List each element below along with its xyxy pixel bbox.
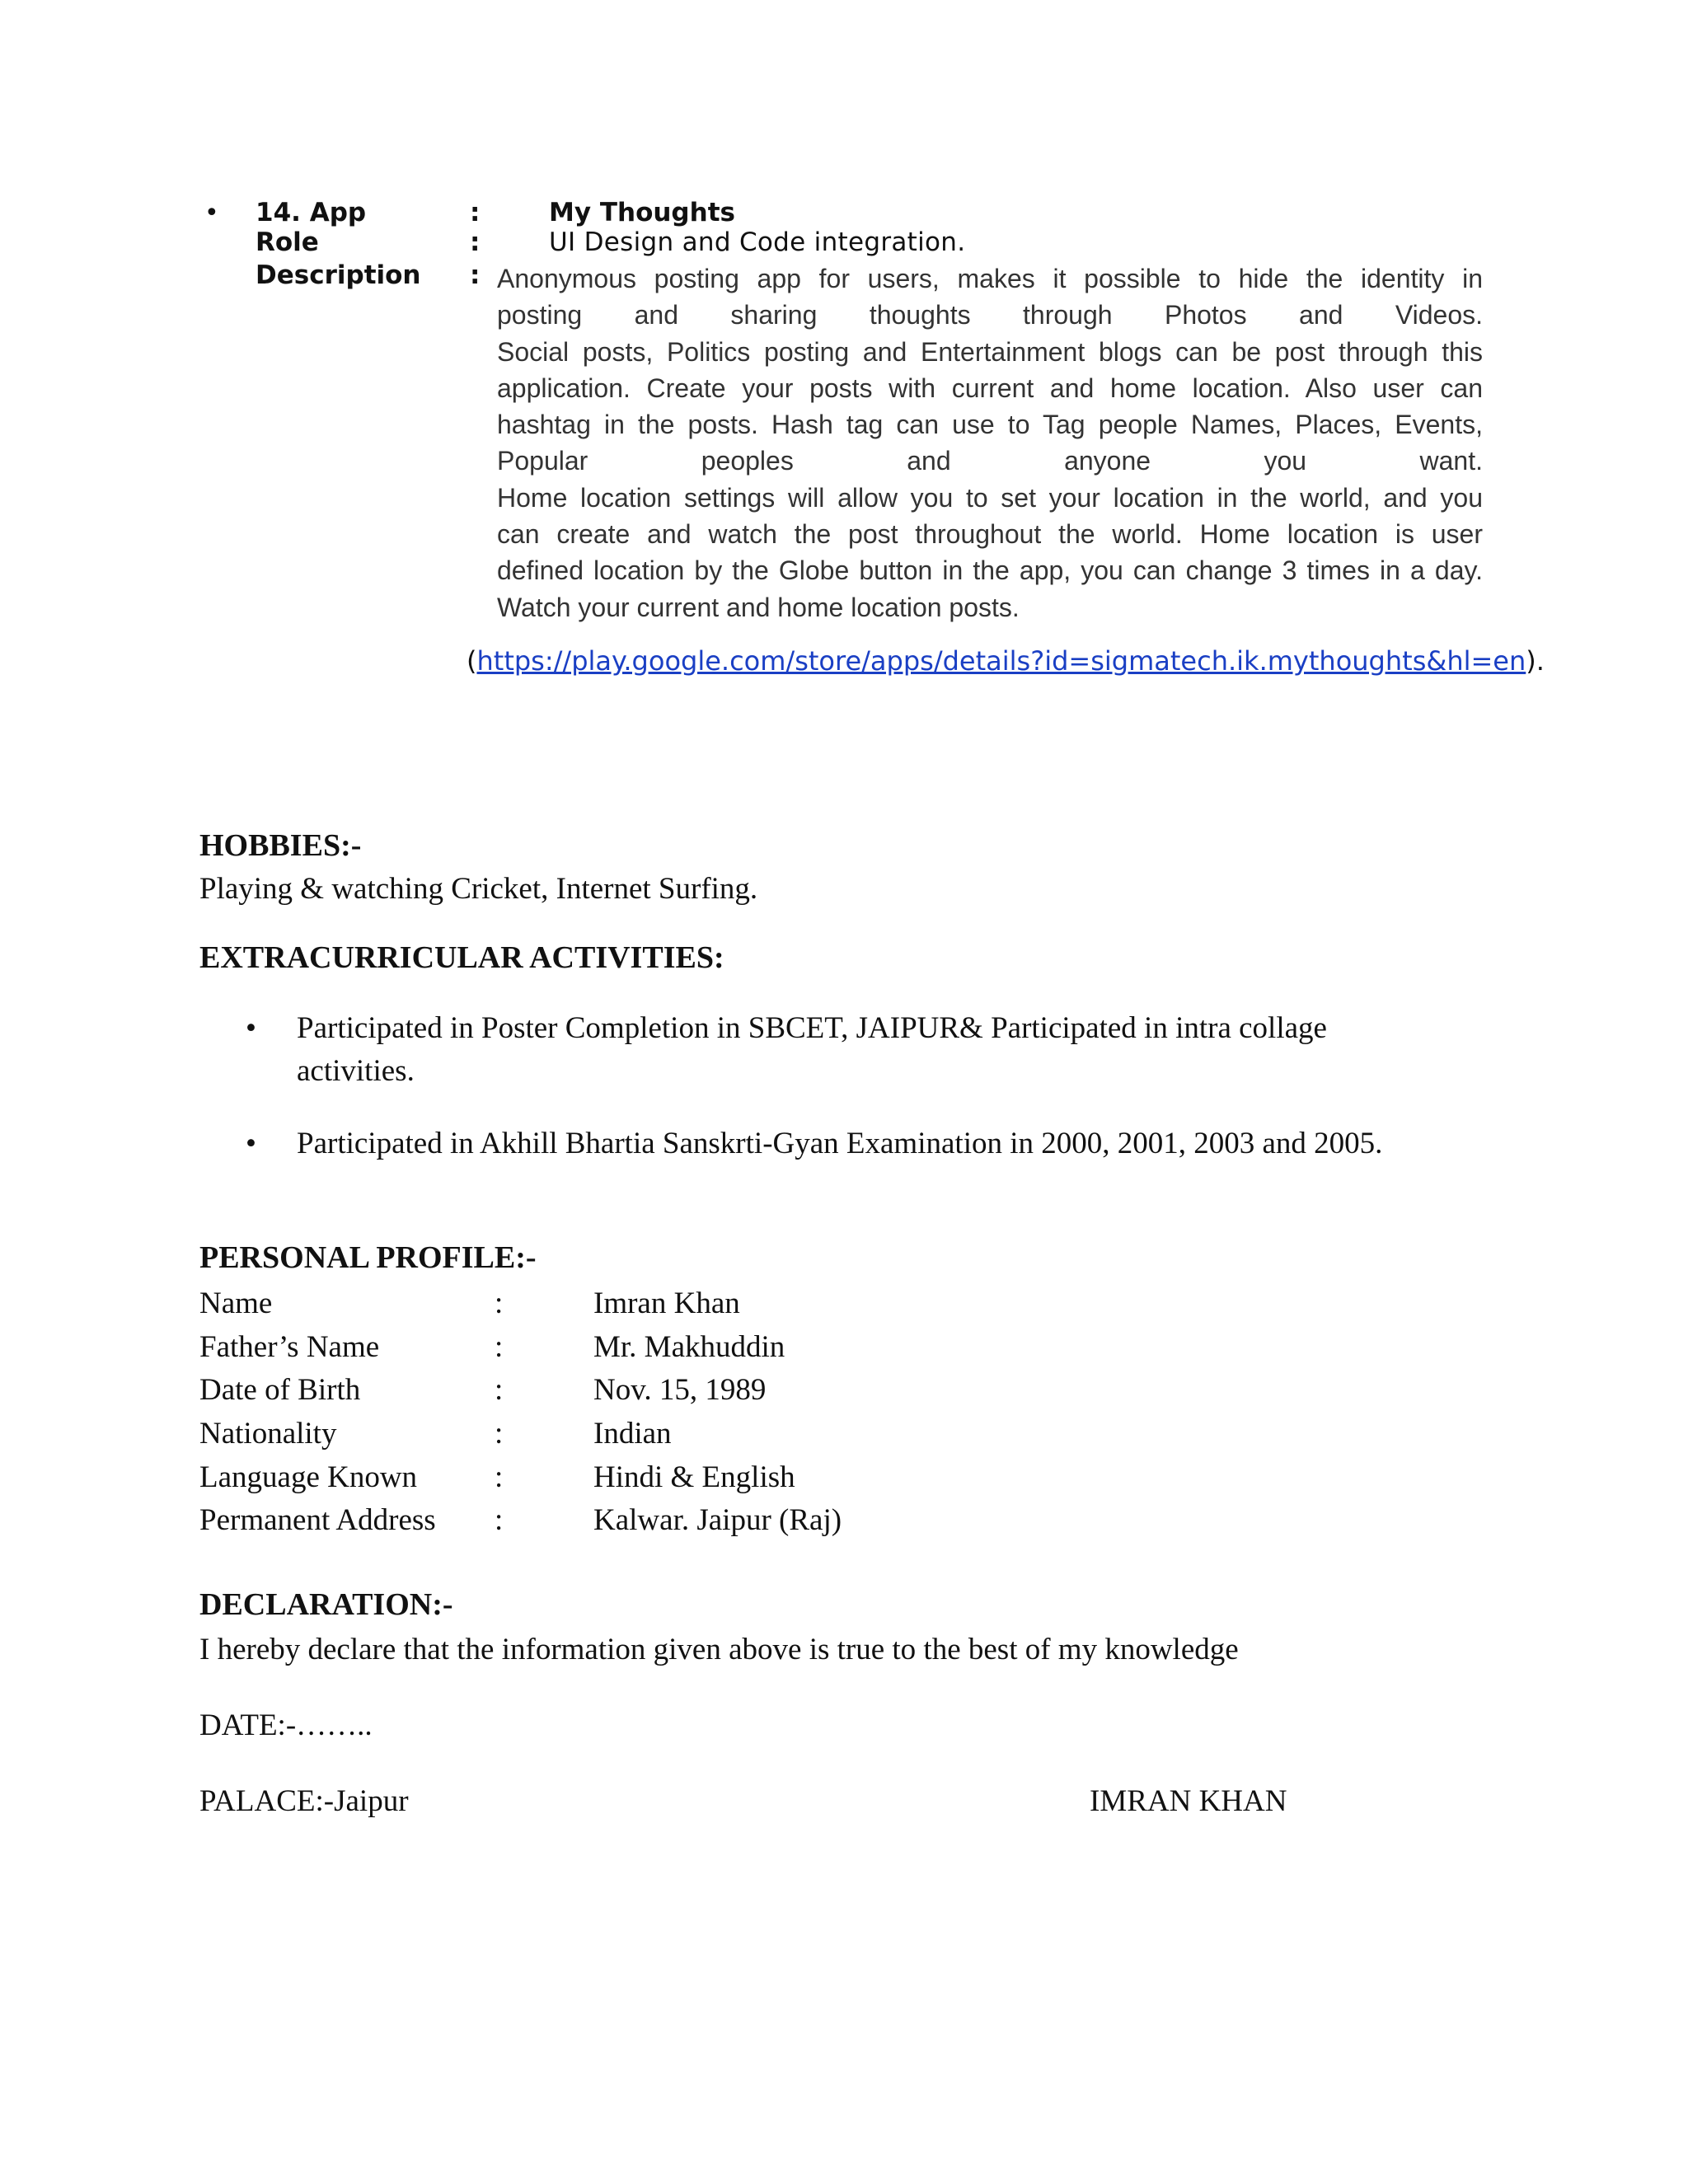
profile-label: Nationality xyxy=(199,1417,337,1451)
profile-value: Mr. Makhuddin xyxy=(593,1330,785,1364)
profile-value: Imran Khan xyxy=(593,1286,740,1320)
profile-row-language xyxy=(199,1456,1024,1499)
profile-label: Father’s Name xyxy=(199,1330,380,1364)
profile-colon: : xyxy=(495,1503,504,1537)
profile-colon: : xyxy=(495,1330,504,1364)
personal-profile-heading: PERSONAL PROFILE:- xyxy=(199,1240,537,1275)
description-line: hashtag in the posts. Hash tag can use to Tag people Names, Places, Events, xyxy=(497,410,1483,440)
hobbies-heading: HOBBIES:- xyxy=(199,828,362,863)
profile-colon: : xyxy=(495,1373,504,1407)
profile-value: Hindi & English xyxy=(593,1460,795,1494)
app-colon: : xyxy=(470,198,481,227)
link-open-paren: ( xyxy=(467,645,477,677)
description-colon: : xyxy=(470,260,481,290)
role-colon: : xyxy=(470,227,481,257)
profile-value: Nov. 15, 1989 xyxy=(593,1373,767,1407)
list-bullet: • xyxy=(246,1127,256,1160)
declaration-date: DATE:-…….. xyxy=(199,1708,373,1742)
profile-colon: : xyxy=(495,1460,504,1494)
profile-row-father xyxy=(199,1326,1024,1369)
description-line: application. Create your posts with current and home location. Also user can xyxy=(497,373,1483,403)
app-name: My Thoughts xyxy=(549,198,735,227)
description-line: Anonymous posting app for users, makes it possible to hide the identity in xyxy=(497,264,1483,293)
list-item-line: Participated in Akhill Bhartia Sanskrti-Gyan Examination in 2000, 2001, 2003 and 2005. xyxy=(297,1127,1383,1160)
description-line: Social posts, Politics posting and Entertainment blogs can be post through this xyxy=(497,336,1483,367)
description-line: Watch your current and home location posts. xyxy=(497,592,1020,622)
profile-label: Permanent Address xyxy=(199,1503,436,1537)
description-line: can create and watch the post throughout the world. Home location is user xyxy=(497,519,1483,550)
list-bullet: • xyxy=(246,1011,256,1045)
store-link-line xyxy=(467,644,1545,677)
profile-row-dob xyxy=(199,1369,1024,1412)
description-line: posting and sharing thoughts through Photos and Videos. xyxy=(497,300,1483,330)
declaration-place: PALACE:-Jaipur xyxy=(199,1784,409,1818)
list-item-line: activities. xyxy=(297,1054,415,1088)
profile-label: Date of Birth xyxy=(199,1373,361,1407)
description-label: Description xyxy=(256,260,421,290)
profile-row-nationality xyxy=(199,1413,1024,1455)
description-line: Popular peoples and anyone you want. xyxy=(497,446,1483,476)
list-item-text xyxy=(297,1007,1550,1093)
profile-value: Kalwar. Jaipur (Raj) xyxy=(593,1503,842,1537)
project-description xyxy=(497,260,1483,626)
list-item-text xyxy=(297,1122,1550,1165)
declaration-heading: DECLARATION:- xyxy=(199,1587,453,1622)
profile-row-name xyxy=(199,1282,1024,1325)
role-label: Role xyxy=(256,227,319,257)
project-bullet: • xyxy=(204,199,219,227)
description-line: defined location by the Globe button in the app, you can change 3 times in a day. xyxy=(497,555,1483,586)
role-value: UI Design and Code integration. xyxy=(549,227,966,257)
app-label: 14. App xyxy=(256,198,367,227)
profile-label: Name xyxy=(199,1286,273,1320)
play-store-link[interactable]: https://play.google.com/store/apps/details?id=sigmatech.ik.mythoughts&hl=en xyxy=(476,645,1526,677)
extracurricular-heading: EXTRACURRICULAR ACTIVITIES: xyxy=(199,940,724,975)
hobbies-text: Playing & watching Cricket, Internet Surfing. xyxy=(199,872,758,906)
description-line: Home location settings will allow you to set your location in the world, and you xyxy=(497,482,1483,513)
profile-colon: : xyxy=(495,1417,504,1451)
declaration-text: I hereby declare that the information given above is true to the best of my knowledge xyxy=(199,1633,1239,1666)
profile-label: Language Known xyxy=(199,1460,418,1494)
profile-row-address xyxy=(199,1499,1024,1542)
list-item-line: Participated in Poster Completion in SBCET, JAIPUR& Participated in intra collage xyxy=(297,1011,1327,1045)
profile-colon: : xyxy=(495,1286,504,1320)
profile-value: Indian xyxy=(593,1417,672,1451)
link-close-paren: ). xyxy=(1526,645,1545,677)
signature-name: IMRAN KHAN xyxy=(1090,1784,1287,1818)
